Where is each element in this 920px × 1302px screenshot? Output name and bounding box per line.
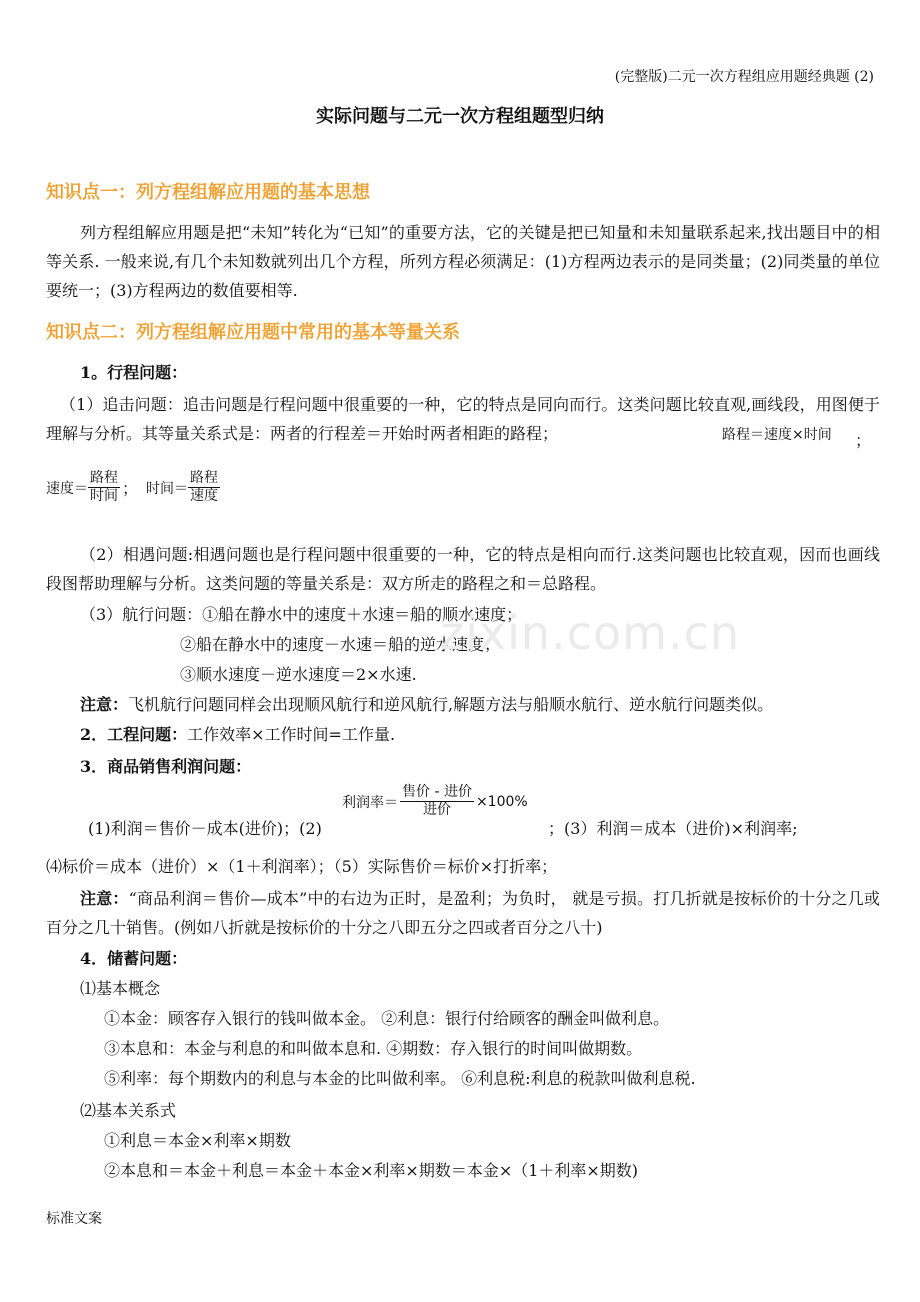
time-label: 时间＝ (146, 480, 189, 497)
savings-concept-1: ①本金：顾客存入银行的钱叫做本金。 ②利息：银行付给顾客的酬金叫做利息。 (104, 1009, 670, 1028)
profit-line-2: ⑷标价＝成本（进价）×（1＋利润率）；（5）实际售价＝标价×打折率； (46, 857, 558, 876)
watermark: zixin.com.cn (440, 606, 741, 660)
time-numerator: 路程 (190, 470, 219, 486)
work-text: 工作效率×工作时间=工作量. (187, 725, 396, 744)
time-fraction (188, 470, 220, 505)
savings-concepts-title: ⑴基本概念 (80, 979, 161, 998)
savings-relation-2: ②本息和＝本金＋利息＝本金＋本金×利率×期数＝本金×（1＋利率×期数) (104, 1161, 639, 1180)
page-title: 实际问题与二元一次方程组题型归纳 (316, 106, 604, 127)
profit-line-1a: (1)利润＝售价－成本(进价)；(2) (88, 819, 322, 838)
profit-line-1b: ；(3）利润＝成本（进价)×利润率; (548, 819, 798, 838)
separator: ； (122, 479, 139, 498)
sail-line-2: ②船在静水中的速度－水速＝船的逆水速度； (180, 635, 501, 654)
profit-rate-numerator: 售价 - 进价 (402, 784, 472, 800)
page-header: (完整版)二元一次方程组应用题经典题 (2) (614, 69, 874, 85)
speed-fraction (88, 470, 120, 505)
savings-title: 4．储蓄问题： (80, 949, 188, 968)
chase-paragraph: （1）追击问题：追击问题是行程问题中很重要的一种，它的特点是同向而行。这类问题比较直观,画线段，用图便于理解与分析。其等量关系式是：两者的行程差＝开始时两者相距的路程； (46, 395, 880, 443)
savings-relations-title: ⑵基本关系式 (80, 1101, 177, 1120)
time-denominator: 速度 (190, 488, 219, 504)
section-2-heading: 知识点二：列方程组解应用题中常用的基本等量关系 (46, 322, 460, 343)
travel-title: 1。行程问题： (80, 363, 188, 382)
speed-time-formulas (46, 470, 220, 505)
sail-line-3: ③顺水速度－逆水速度＝2×水速. (180, 665, 417, 684)
section-1-paragraph: 列方程组解应用题是把“未知”转化为“已知”的重要方法，它的关键是把已知量和未知量联系起来,找出题目中的相等关系. 一般来说,有几个未知数就列出几个方程，所列方程必须满足：(1)方程两边表示的是同类量；(2)同类量的单位要统一；(3)方程两边的数值要相等. (46, 223, 880, 300)
note-label: 注意： (80, 695, 129, 714)
speed-label: 速度＝ (46, 480, 88, 497)
distance-formula: 路程＝速度×时间 (722, 427, 832, 443)
savings-concept-3: ⑤利率：每个期数内的利息与本金的比叫做利率。 ⑥利息税:利息的税款叫做利息税. (104, 1069, 696, 1088)
speed-numerator: 路程 (90, 470, 118, 486)
profit-rate-formula (342, 784, 528, 819)
profit-note-label: 注意： (80, 889, 129, 908)
profit-rate-fraction (400, 784, 474, 819)
work-line (80, 722, 395, 745)
savings-concept-2: ③本息和：本金与利息的和叫做本息和. ④期数：存入银行的时间叫做期数。 (104, 1039, 643, 1058)
profit-rate-label: 利润率＝ (342, 794, 398, 811)
profit-note (46, 884, 880, 942)
meet-paragraph: （2）相遇问题:相遇问题也是行程问题中很重要的一种，它的特点是相向而行.这类问题也比较直观，因而也画线段图帮助理解与分析。这类问题的等量关系是：双方所走的路程之和＝总路程。 (46, 545, 880, 593)
semicolon: ； (855, 431, 872, 450)
note-text: 飞机航行问题同样会出现顺风航行和逆风航行,解题方法与船顺水航行、逆水航行问题类似。 (128, 695, 774, 714)
speed-denominator: 时间 (90, 488, 118, 504)
profit-rate-denominator: 进价 (422, 802, 451, 818)
profit-title: 3．商品销售利润问题： (80, 757, 252, 776)
section-1-heading: 知识点一：列方程组解应用题的基本思想 (46, 182, 370, 203)
sail-line-1: （3）航行问题：①船在静水中的速度＋水速＝船的顺水速度； (80, 605, 523, 624)
profit-note-text: “商品利润＝售价—成本”中的右边为正时，是盈利；为负时， 就是亏损。打几折就是按标价的十分之几或百分之几十销售。(例如八折就是按标价的十分之八即五分之四或者百分之八十) (46, 889, 880, 937)
savings-relation-1: ①利息＝本金×利率×期数 (104, 1131, 291, 1150)
travel-note (80, 692, 773, 715)
work-title: 2．工程问题： (80, 725, 188, 744)
profit-rate-tail: ×100% (475, 793, 528, 810)
page-footer: 标准文案 (46, 1211, 102, 1227)
